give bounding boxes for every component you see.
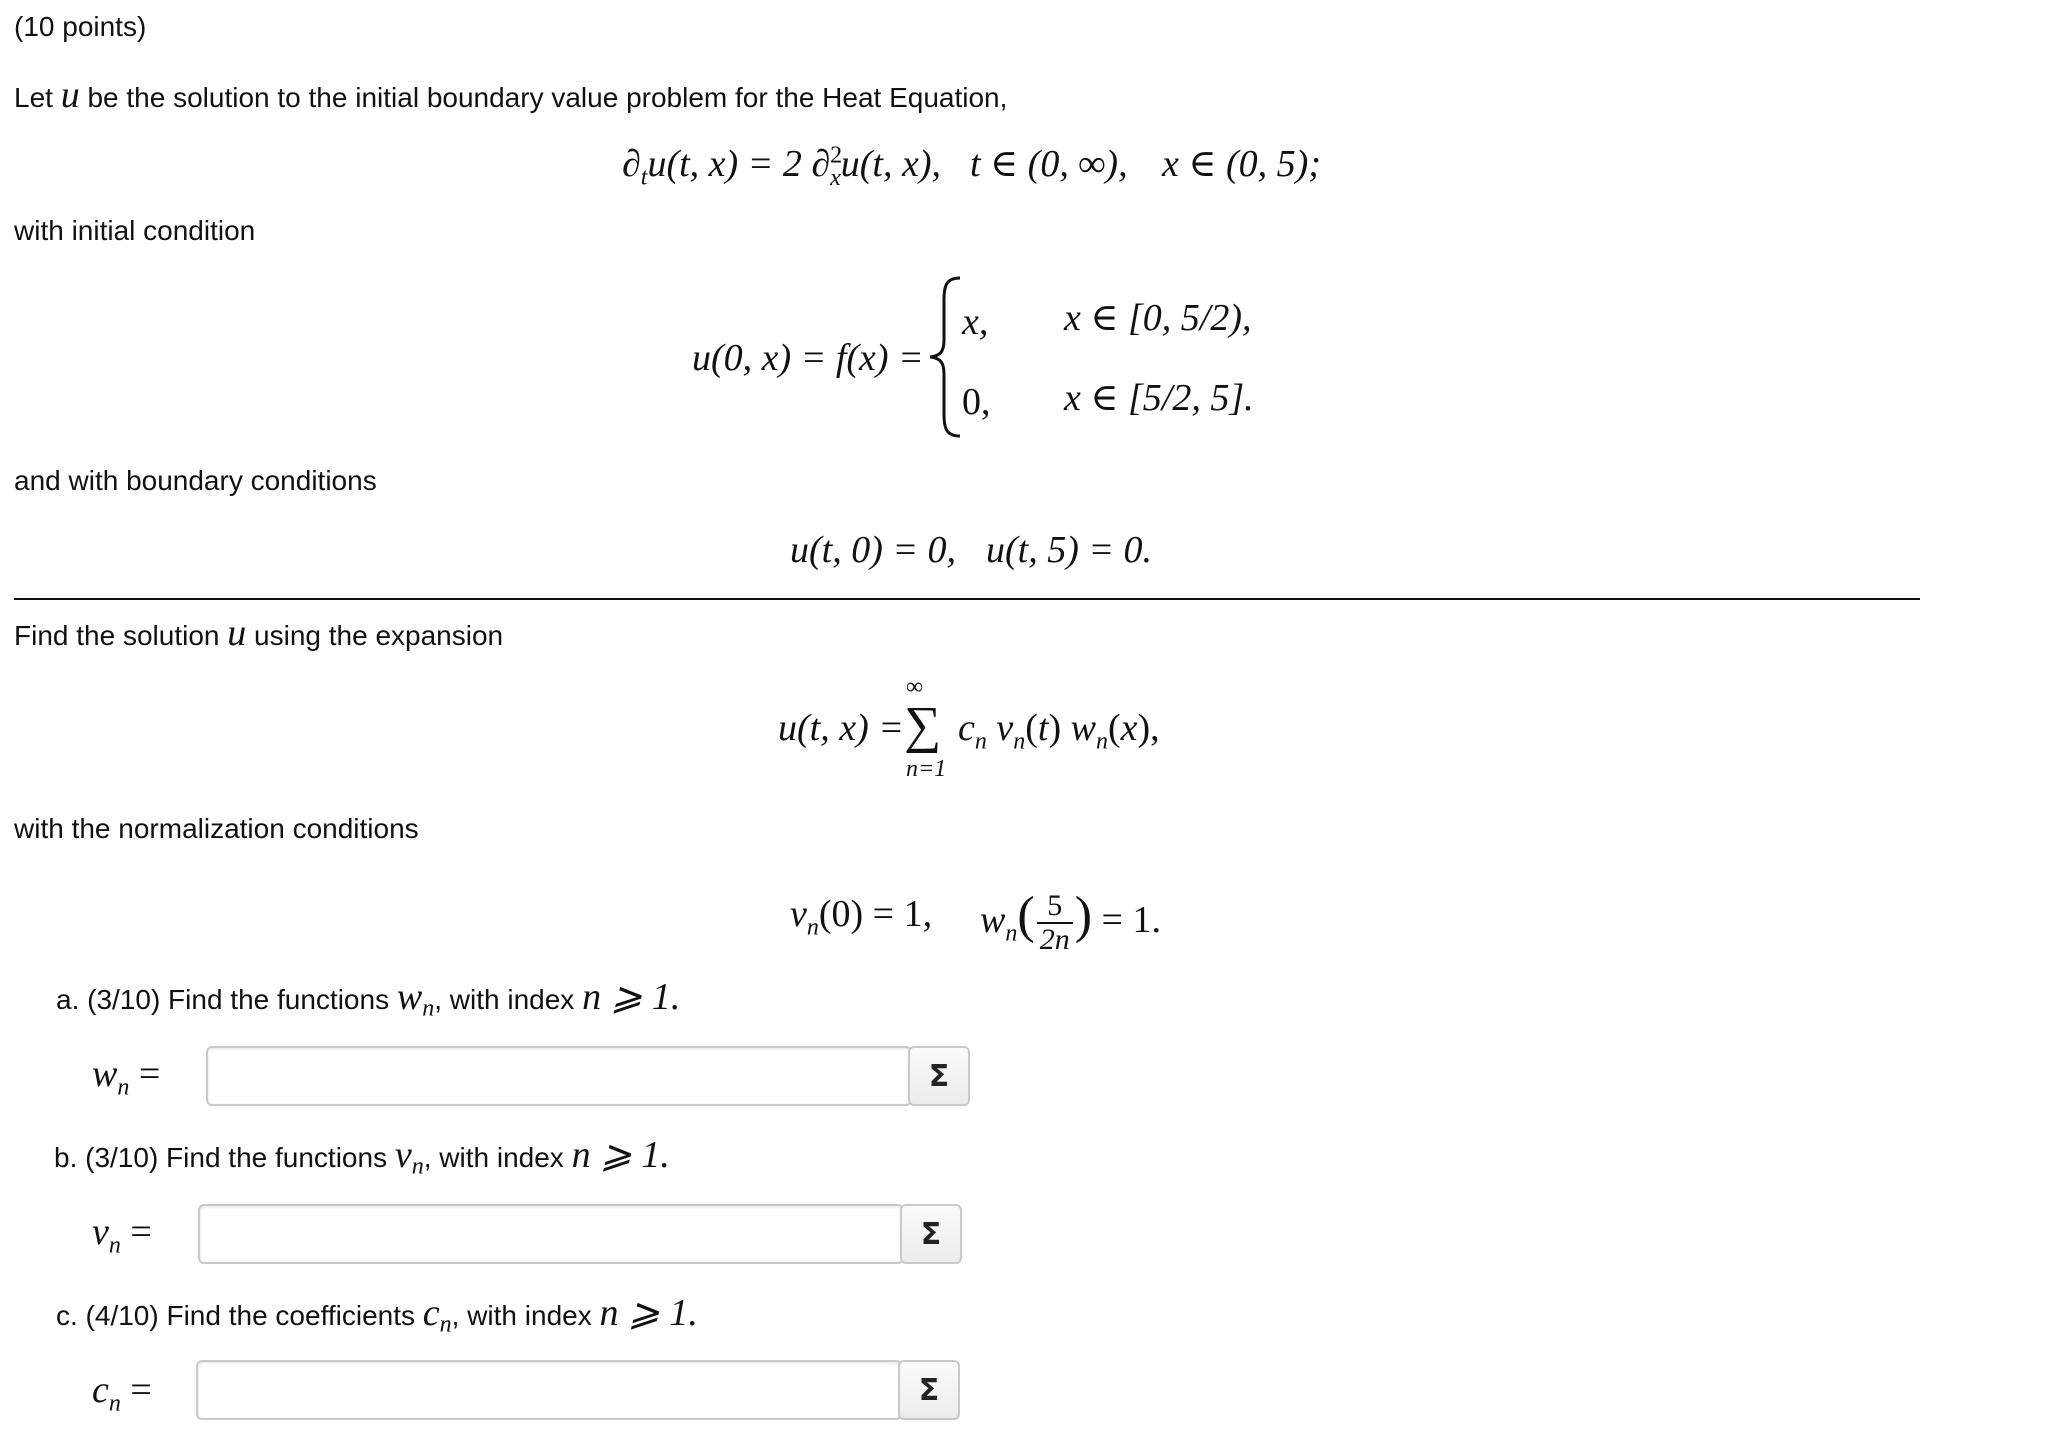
expansion-terms: $c_n$ $v_n(t)$ $w_n(x)$,	[958, 707, 1160, 755]
case1-value: x,	[962, 301, 989, 343]
v-normalization: $v_n(0) = 1$,	[790, 893, 933, 941]
x-domain: x ∈ (0, 5);	[1162, 143, 1321, 185]
sigma-icon: Σ	[928, 1058, 950, 1094]
points-label: (10 points)	[14, 11, 147, 42]
part-c-answer-label: $c_n$ =	[92, 1369, 152, 1417]
part-c-equation-editor-button[interactable]	[898, 1360, 960, 1420]
c-n-answer-input[interactable]	[196, 1360, 902, 1420]
piecewise-brace	[926, 274, 966, 440]
case2-value: 0,	[962, 381, 991, 423]
sum-upper-limit: ∞	[906, 674, 924, 700]
section-divider	[14, 598, 1920, 600]
part-b-prompt: b. (3/10) Find the functions $v_n$, with index n ⩾ 1.	[54, 1134, 670, 1180]
initial-condition-label: with initial condition	[14, 215, 256, 246]
intro-text: Let u be the solution to the initial boundary value problem for the Heat Equation,	[14, 74, 1008, 116]
normalization-label: with the normalization conditions	[14, 813, 419, 844]
initial-condition-lhs: u(0, x) = f(x) =	[692, 337, 924, 379]
part-c-prompt: c. (4/10) Find the coefficients $c_n$, with index n ⩾ 1.	[56, 1292, 698, 1338]
part-b-equation-editor-button[interactable]	[900, 1204, 962, 1264]
part-a-prompt: a. (3/10) Find the functions $w_n$, with index n ⩾ 1.	[56, 976, 681, 1022]
part-a-answer-label: $w_n$ =	[92, 1053, 161, 1101]
w-normalization: $w_n$( $\frac{5}{2n}$ ) = 1.	[980, 887, 1161, 957]
part-a-equation-editor-button[interactable]	[908, 1046, 970, 1106]
case1-condition: x ∈ [0, 5/2),	[1064, 297, 1252, 339]
heat-equation: $\partial_tu(t$, x) = 2 ∂$^2_x$u(t, x),	[622, 142, 941, 191]
expansion-lhs: u(t, x) =	[778, 707, 904, 749]
sigma-icon: Σ	[918, 1372, 940, 1408]
boundary-right: u(t, 5) = 0.	[986, 529, 1153, 571]
t-domain: t ∈ (0, ∞),	[970, 143, 1128, 185]
part-b-answer-label: $v_n$ =	[92, 1211, 152, 1259]
expansion-label: Find the solution u using the expansion	[14, 612, 504, 654]
sum-lower-limit: n=1	[906, 756, 947, 782]
case2-condition: x ∈ [5/2, 5].	[1064, 377, 1254, 419]
sigma-icon: Σ	[920, 1216, 942, 1252]
boundary-left: u(t, 0) = 0,	[790, 529, 957, 571]
v-n-answer-input[interactable]	[198, 1204, 904, 1264]
sum-symbol: ∑	[904, 697, 942, 754]
boundary-condition-label: and with boundary conditions	[14, 465, 377, 496]
w-n-answer-input[interactable]	[206, 1046, 912, 1106]
